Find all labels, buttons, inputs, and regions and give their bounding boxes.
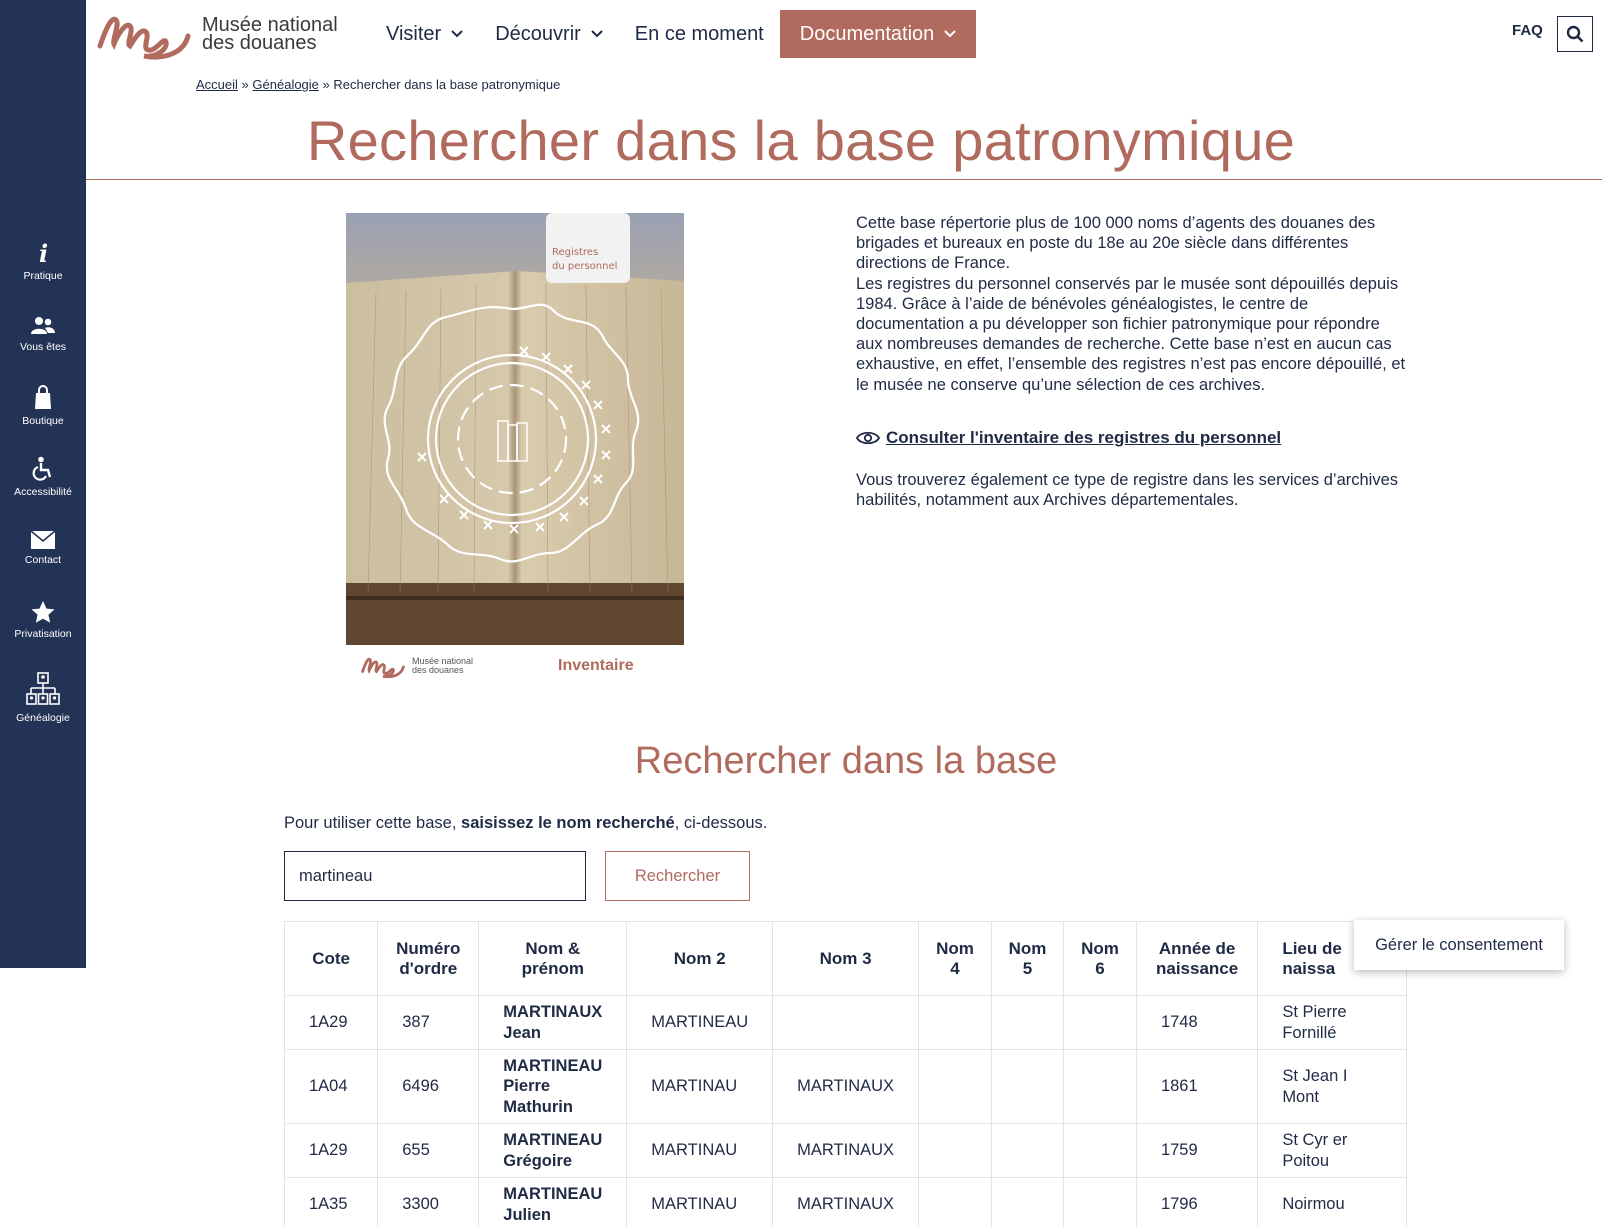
family-tree-icon [26, 672, 60, 708]
header-search-button[interactable] [1557, 16, 1593, 52]
chevron-down-icon [451, 30, 463, 38]
breadcrumb-parent[interactable]: Généalogie [252, 77, 319, 92]
col-header-nom-6[interactable]: Nom 6 [1064, 922, 1137, 996]
museum-logo-mark [360, 653, 406, 679]
search-hint [284, 814, 767, 833]
cell-nom-3: MARTINAUX [773, 1124, 919, 1178]
cell-lieu: St Pierre Fornillé [1258, 996, 1407, 1050]
results-table [284, 921, 1407, 1227]
cell-nom-2: MARTINAU [627, 1178, 773, 1227]
museum-logo-mark [96, 6, 192, 62]
cell-nom-6 [1064, 996, 1137, 1050]
cell-nom-5 [991, 996, 1063, 1050]
star-icon [30, 600, 56, 624]
table-row [285, 1050, 1407, 1124]
cell-nom-4 [919, 1050, 992, 1124]
sidebar-item-genealogie[interactable] [0, 672, 86, 724]
logo-line-2: des douanes [202, 32, 317, 54]
sidebar-item-pratique[interactable] [0, 240, 86, 282]
results-table-container[interactable] [284, 921, 1407, 1227]
cell-nom-6 [1064, 1178, 1137, 1227]
page-title: Rechercher dans la base patronymique [306, 109, 1296, 172]
sidebar-item-boutique[interactable] [0, 385, 86, 427]
sidebar-item-accessibilite[interactable] [0, 456, 86, 498]
sidebar-item-label: Contact [24, 554, 62, 566]
col-header-nom-3[interactable]: Nom 3 [773, 922, 919, 996]
table-row [285, 1124, 1407, 1178]
cell-numero: 655 [378, 1124, 479, 1178]
cell-lieu: St Jean I Mont [1258, 1050, 1407, 1124]
cell-nom-3 [773, 996, 919, 1050]
cell-nom-5 [991, 1178, 1063, 1227]
col-header-cote[interactable]: Cote [285, 922, 378, 996]
cell-nom-2: MARTINAU [627, 1050, 773, 1124]
search-section-title: Rechercher dans la base [634, 740, 1058, 782]
users-icon [30, 315, 56, 337]
nav-en-ce-moment[interactable] [619, 10, 780, 58]
cell-lieu: Noirmou [1258, 1178, 1407, 1227]
col-header-nom-5[interactable]: Nom 5 [991, 922, 1063, 996]
mini-logo [360, 653, 473, 679]
col-header-nom-prenom[interactable]: Nom & prénom [479, 922, 627, 996]
envelope-icon [30, 530, 56, 550]
sidebar-item-label: Vous êtes [19, 341, 67, 353]
col-header-nom-4[interactable]: Nom 4 [919, 922, 992, 996]
cell-nom-prenom: MARTINEAU Grégoire [479, 1124, 627, 1178]
sidebar-item-privatisation[interactable] [0, 600, 86, 640]
breadcrumb [196, 77, 560, 92]
col-header-lieu[interactable]: Lieu de naissa [1258, 922, 1407, 996]
cell-annee: 1796 [1136, 1178, 1257, 1227]
nav-decouvrir[interactable] [479, 10, 619, 58]
cell-cote: 1A29 [285, 996, 378, 1050]
cover-tab-line-1: Registres [552, 247, 599, 258]
cell-nom-2: MARTINAU [627, 1124, 773, 1178]
col-header-numero[interactable]: Numéro d'ordre [378, 922, 479, 996]
cell-annee: 1861 [1136, 1050, 1257, 1124]
cell-cote: 1A35 [285, 1178, 378, 1227]
hint-before: Pour utiliser cette base, [284, 814, 462, 832]
nav-label: Documentation [799, 22, 935, 45]
inventory-link-label: Consulter l'inventaire des registres du personnel [886, 428, 1282, 447]
cell-lieu: St Cyr er Poitou [1258, 1124, 1407, 1178]
cell-nom-4 [919, 1178, 992, 1227]
breadcrumb-home[interactable]: Accueil [196, 77, 238, 92]
main-nav [370, 10, 976, 58]
cell-nom-6 [1064, 1124, 1137, 1178]
breadcrumb-current: Rechercher dans la base patronymique [333, 77, 561, 92]
intro-paragraph-1: Cette base répertorie plus de 100 000 noms d’agents des douanes des brigades et bureaux en poste du 18e au 20e siècle dans différentes directions de France. [856, 214, 1376, 273]
cell-nom-2: MARTINEAU [627, 996, 773, 1050]
hint-after: , ci-dessous. [674, 814, 768, 832]
info-icon [32, 240, 54, 266]
site-logo[interactable] [96, 6, 356, 62]
cell-nom-prenom: MARTINAUX Jean [479, 996, 627, 1050]
cell-annee: 1748 [1136, 996, 1257, 1050]
breadcrumb-separator: » [322, 77, 330, 92]
sidebar-item-vous-etes[interactable] [0, 315, 86, 353]
intro-text [856, 213, 1406, 395]
table-row [285, 1178, 1407, 1227]
sidebar-item-label: Pratique [23, 270, 63, 282]
cell-nom-4 [919, 996, 992, 1050]
intro-paragraph-3: Vous trouverez également ce type de registre dans les services d’archives habilités, notamment aux Archives départementales. [856, 471, 1399, 510]
col-header-annee[interactable]: Année de naissance [1136, 922, 1257, 996]
cover-footer-label: Inventaire [558, 657, 634, 674]
cell-nom-prenom: MARTINEAU Julien [479, 1178, 627, 1227]
logo-text [202, 16, 338, 52]
mini-logo-line-1: Musée national [412, 656, 474, 666]
chevron-down-icon [944, 30, 956, 38]
cover-tab-line-2: du personnel [552, 261, 618, 272]
intro-paragraph-2: Les registres du personnel conservés par le musée sont dépouillés depuis 1984. Grâce à l’aide de bénévoles généalogistes, le centre de documentation a pu développer son fichier patronymique pour répondre aux nombreuses demandes de recherche. Cette base n’est en aucun cas exhaustive, en effet, l’ensemble des registres n’est pas encore dépouillé, et le musée ne conserve qu’une sélection de ces archives. [856, 274, 1406, 394]
mini-logo-line-2: des douanes [412, 665, 464, 675]
breadcrumb-separator: » [241, 77, 249, 92]
sidebar-item-label: Accessibilité [14, 486, 72, 498]
nav-label: Découvrir [495, 22, 581, 45]
cell-numero: 6496 [378, 1050, 479, 1124]
shopping-bag-icon [33, 385, 53, 411]
cell-nom-6 [1064, 1050, 1137, 1124]
cell-annee: 1759 [1136, 1124, 1257, 1178]
nav-label: Visiter [386, 22, 442, 45]
cell-nom-5 [991, 1050, 1063, 1124]
cell-nom-3: MARTINAUX [773, 1178, 919, 1227]
cell-cote: 1A04 [285, 1050, 378, 1124]
cell-nom-4 [919, 1124, 992, 1178]
sidebar-item-label: Généalogie [16, 712, 70, 724]
cell-cote: 1A29 [285, 1124, 378, 1178]
cell-nom-3: MARTINAUX [773, 1050, 919, 1124]
table-header-row [285, 922, 1407, 996]
nav-label: En ce moment [634, 22, 764, 45]
hint-bold: saisissez le nom recherché [461, 814, 675, 832]
svg-text:i: i [39, 240, 49, 266]
faq-link[interactable]: FAQ [1512, 22, 1543, 39]
name-search-input[interactable] [284, 851, 586, 901]
cell-numero: 387 [378, 996, 479, 1050]
col-header-nom-2[interactable]: Nom 2 [627, 922, 773, 996]
cell-numero: 3300 [378, 1178, 479, 1227]
nav-documentation[interactable] [780, 10, 977, 58]
search-submit-button[interactable]: Rechercher [605, 851, 750, 901]
register-book-illustration [346, 213, 684, 645]
sidebar-item-label: Privatisation [14, 628, 72, 640]
search-icon [1566, 25, 1584, 43]
cell-nom-5 [991, 1124, 1063, 1178]
sidebar-item-contact[interactable] [0, 530, 86, 566]
title-divider [86, 179, 1602, 180]
inventory-cover-image[interactable] [346, 213, 684, 645]
accessibility-icon [31, 456, 55, 482]
eye-icon [856, 430, 880, 446]
consent-button[interactable]: Gérer le consentement [1354, 920, 1564, 970]
cover-footer [346, 645, 684, 687]
nav-visiter[interactable] [370, 10, 479, 58]
table-row [285, 996, 1407, 1050]
inventory-link[interactable] [856, 428, 1281, 448]
cell-nom-prenom: MARTINEAU Pierre Mathurin [479, 1050, 627, 1124]
chevron-down-icon [591, 30, 603, 38]
sidebar-item-label: Boutique [22, 415, 64, 427]
logo-line-1: Musée national [202, 14, 338, 36]
